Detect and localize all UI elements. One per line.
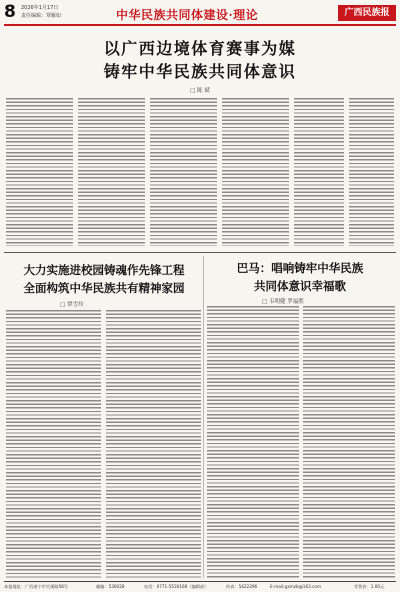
lead-headline-line1: 以广西边境体育赛事为媒 (103, 39, 297, 58)
column-divider (203, 256, 204, 578)
lead-byline: □ 陈 斌 (190, 88, 210, 94)
right-article-byline: □ 韦明健 罗福胜 (262, 299, 304, 305)
footer-email: E-mail:gxmzb@163.com (270, 584, 322, 589)
paper-name-badge: 广西民族报 (338, 5, 396, 21)
footer-editor-phone: 电话：0771-5530166（编辑部） (144, 584, 209, 589)
right-article-column-2 (303, 306, 395, 578)
left-article-headline-line2: 全面构筑中华民族共有精神家园 (23, 281, 185, 295)
lead-column-2 (78, 98, 145, 246)
footer-postcode: 邮编：530028 (96, 584, 125, 589)
footer-fax: 传真：5422296 (226, 584, 258, 589)
footer-address: 本报地址：广西南宁市竹溪路58号 (4, 584, 68, 589)
lead-column-4 (222, 98, 289, 246)
lead-column-6 (349, 98, 394, 246)
left-article-byline: □ 覃雪玲 (60, 302, 84, 308)
page-footer (4, 581, 396, 591)
footer-price: 零售价：1.00元 (354, 584, 385, 589)
left-article-column-1 (6, 310, 101, 578)
right-article-headline-line2: 共同体意识幸福歌 (254, 279, 346, 293)
right-article-column-1 (207, 306, 299, 578)
lead-column-5 (294, 98, 344, 246)
lead-column-1 (6, 98, 73, 246)
page-number: 8 (4, 2, 16, 22)
lead-headline-line2: 铸牢中华民族共同体意识 (103, 62, 297, 81)
right-article-headline-line1: 巴马：唱响铸牢中华民族 (236, 261, 364, 275)
section-divider (4, 252, 396, 253)
left-article-column-2 (106, 310, 201, 578)
section-title: 中华民族共同体建设·理论 (116, 8, 259, 22)
page-header (4, 3, 396, 25)
responsible-editor: 责任编辑：覃雁如 (21, 13, 62, 19)
issue-date: 2026年1月17日 (21, 5, 59, 11)
left-article-headline-line1: 大力实施进校园铸魂作先锋工程 (23, 263, 185, 277)
lead-column-3 (150, 98, 217, 246)
header-divider (4, 24, 396, 26)
